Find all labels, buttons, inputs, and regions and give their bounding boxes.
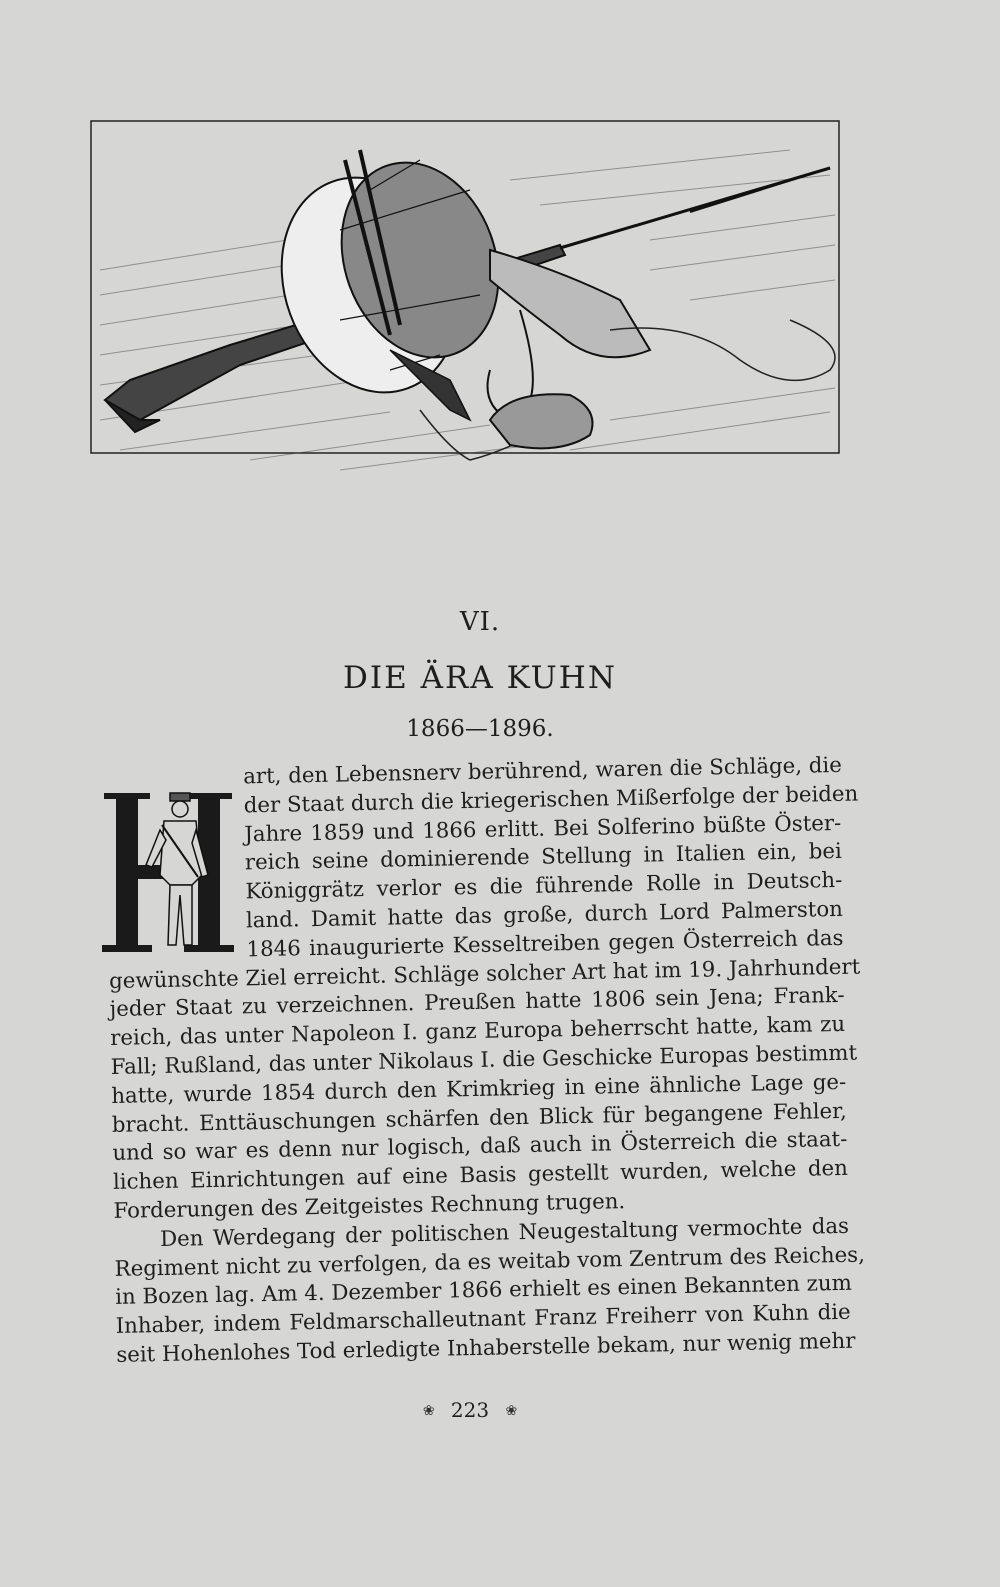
ornament-left-icon: ❀	[422, 1403, 435, 1419]
text-line: der Staat durch die kriegerischen Mißerfolge der beiden	[243, 781, 859, 819]
page-footer	[0, 1398, 940, 1422]
text-line: gewünschte Ziel erreicht. Schläge solcher Art hat im 19. Jahrhundert	[108, 954, 861, 994]
text-line: seit Hohenlohes Tod erledigte Inhaberstelle bekam, nur wenig mehr	[116, 1328, 856, 1368]
text-line: in Bozen lag. Am 4. Dezember 1866 erhielt es einen Bekannten zum	[114, 1271, 853, 1311]
chapter-title: DIE ÄRA KUHN	[343, 660, 617, 696]
text-line: Forderungen des Zeitgeistes Rechnung trugen.	[113, 1189, 626, 1224]
military-still-life-icon	[90, 120, 850, 500]
text-line: und so war es denn nur logisch, daß auch in Österreich die staat-	[112, 1127, 848, 1167]
text-line: Königgrätz verlor es die führende Rolle in Deutsch-	[245, 868, 843, 905]
text-line: land. Damit hatte das große, durch Lord Palmerston	[245, 896, 844, 934]
body-text	[105, 752, 866, 1371]
text-line: hatte, wurde 1854 durch den Krimkrieg in eine ähnliche Lage ge-	[111, 1069, 847, 1109]
text-line: jeder Staat zu verzeichnen. Preußen hatte 1806 sein Jena; Frank-	[109, 983, 845, 1023]
text-line: Den Werdegang der politischen Neugestaltung vermochte das	[159, 1213, 850, 1252]
text-line: Regiment nicht zu verfolgen, da es weitab vom Zentrum des Reiches,	[114, 1242, 866, 1282]
text-line: Fall; Rußland, das unter Nikolaus I. die Geschicke Europas bestimmt	[110, 1040, 858, 1080]
page-number: 223	[450, 1398, 490, 1422]
text-line: reich seine dominierende Stellung in Italien ein, bei	[244, 839, 843, 876]
ornament-right-icon: ❀	[505, 1403, 518, 1419]
text-line: Inhaber, indem Feldmarschalleutnant Franz Freiherr von Kuhn die	[115, 1299, 851, 1340]
text-line: art, den Lebensnerv berührend, waren die Schläge, die	[242, 752, 843, 790]
text-line: lichen Einrichtungen auf eine Basis gestellt wurden, welche den	[112, 1155, 849, 1196]
text-line: bracht. Enttäuschungen schärfen den Blick für begangene Fehler,	[111, 1098, 847, 1138]
text-line: reich, das unter Napoleon I. ganz Europa beherrscht hatte, kam zu	[109, 1012, 846, 1052]
text-line: 1846 inaugurierte Kesseltreiben gegen Österreich das	[246, 925, 844, 963]
chapter-years: 1866—1896.	[406, 716, 554, 742]
text-line: Jahre 1859 und 1866 erlitt. Bei Solferino büßte Öster-	[244, 810, 842, 847]
chapter-number: VI.	[459, 607, 501, 637]
